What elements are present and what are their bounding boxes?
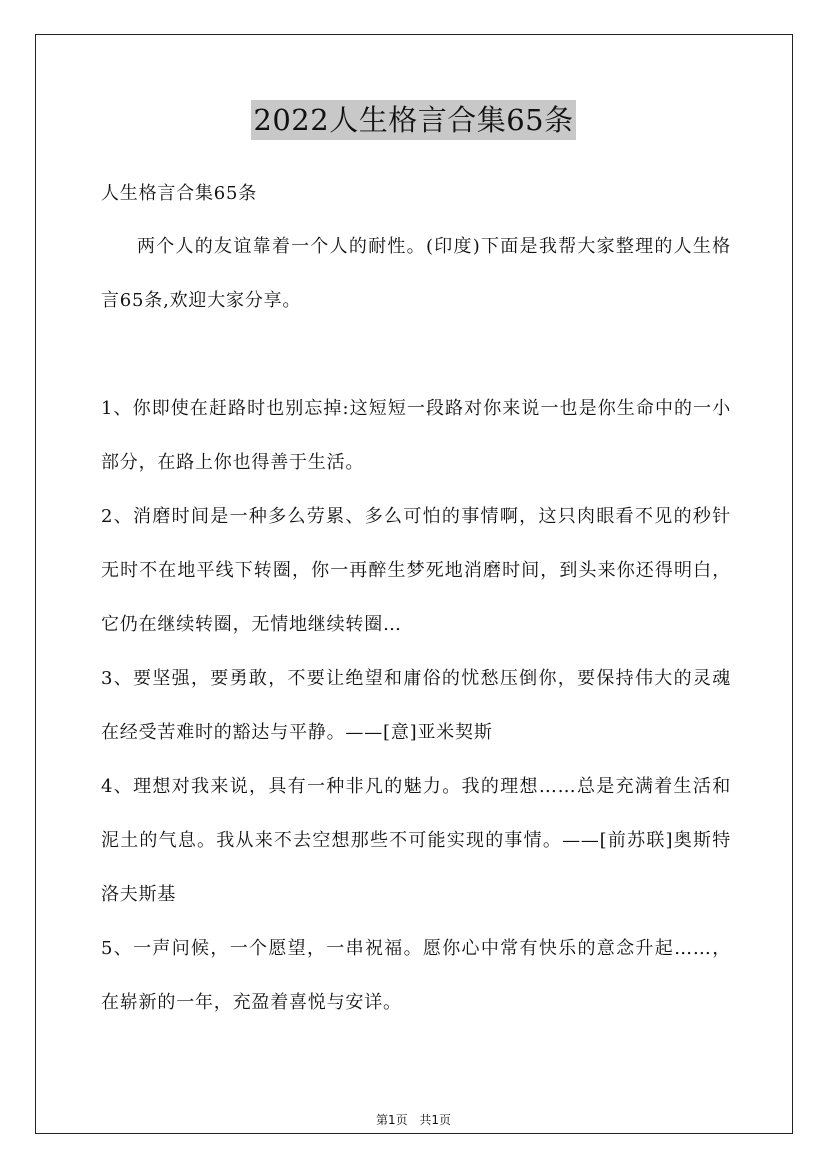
quote-item-2: 2、消磨时间是一种多么劳累、多么可怕的事情啊，这只肉眼看不见的秒针无时不在地平线下转圈，你一再醉生梦死地消磨时间，到头来你还得明白，它仍在继续转圈，无情地继续转圈… — [101, 506, 731, 635]
intro-paragraph: 两个人的友谊靠着一个人的耐性。(印度)下面是我帮大家整理的人生格言65条,欢迎大家分享。 — [101, 236, 731, 311]
quote-item-5: 5、一声问候，一个愿望，一串祝福。愿你心中常有快乐的意念升起……，在崭新的一年，充盈着喜悦与安详。 — [101, 938, 731, 1013]
page-number: 第1页 — [375, 1113, 408, 1127]
quote-list — [101, 382, 731, 1030]
page-footer — [0, 1112, 827, 1128]
quote-item-1: 1、你即使在赶路时也别忘掉:这短短一段路对你来说一也是你生命中的一小部分，在路上你也得善于生活。 — [101, 398, 731, 473]
quote-item-3: 3、要坚强，要勇敢，不要让绝望和庸俗的忧愁压倒你，要保持伟大的灵魂在经受苦难时的豁达与平静。——[意]亚米契斯 — [101, 668, 731, 743]
title-container — [0, 100, 827, 140]
document-title: 2022人生格言合集65条 — [251, 100, 575, 140]
page-total: 共1页 — [419, 1113, 452, 1127]
document-subtitle: 人生格言合集65条 — [101, 183, 258, 204]
quote-item-4: 4、理想对我来说，具有一种非凡的魅力。我的理想……总是充满着生活和泥土的气息。我从来不去空想那些不可能实现的事情。——[前苏联]奥斯特洛夫斯基 — [101, 776, 731, 905]
